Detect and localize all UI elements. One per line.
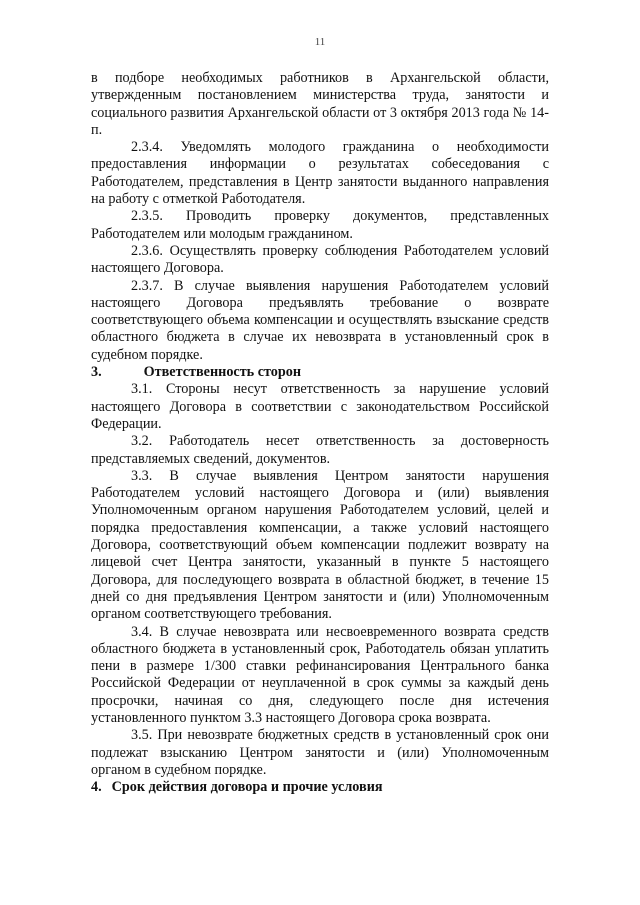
paragraph-continuation: в подборе необходимых работников в Архангельской области, утвержденным постановлением министерства труда, занятости и социального развития Архангельской области от 3 октября 2013 года № 14-п. (91, 70, 549, 138)
paragraph-3-1: 3.1. Стороны несут ответственность за нарушение условий настоящего Договора в соответствии с законодательством Российской Федерации. (91, 381, 549, 432)
paragraph-3-3: 3.3. В случае выявления Центром занятости нарушения Работодателем условий настоящего Договора и (или) выявления Уполномоченным органом нарушения Работодателем условий, целей и порядка предоставления компенсации, а также условий настоящего Договора, соответствующий объем компенсации подлежит возврату на лицевой счет Центра занятости, указанный в пункте 5 настоящего Договора, для последующего возврата в областной бюджет, в течение 15 дней со дня предъявления Центром занятости и (или) Уполномоченным органом соответствующего требования. (91, 467, 549, 623)
paragraph-3-2: 3.2. Работодатель несет ответственность за достоверность представляемых сведений, документов. (91, 433, 549, 467)
paragraph-3-4: 3.4. В случае невозврата или несвоевременного возврата средств областного бюджета в установленный срок, Работодатель обязан уплатить пени в размере 1/300 ставки рефинансирования Центрального банка Российской Федерации от неуплаченной в срок суммы за каждый день просрочки, начиная со дня, следующего после дня истечения установленного пунктом 3.3 настоящего Договора срока возврата. (91, 623, 549, 726)
paragraph-2-3-4: 2.3.4. Уведомлять молодого гражданина о необходимости предоставления информации о результатах собеседования с Работодателем, представления в Центр занятости выданного направления на работу с отметкой Работодателя. (91, 139, 549, 208)
paragraph-2-3-7: 2.3.7. В случае выявления нарушения Работодателем условий настоящего Договора предъявлять требование о возврате соответствующего объема компенсации и осуществлять взыскание средств областного бюджета в случае их невозврата в установленный срок в судебном порядке. (91, 277, 549, 363)
paragraph-3-5: 3.5. При невозврате бюджетных средств в установленный срок они подлежат взысканию Центром занятости и (или) Уполномоченным органом в судебном порядке. (91, 727, 549, 778)
paragraph-2-3-6: 2.3.6. Осуществлять проверку соблюдения Работодателем условий настоящего Договора. (91, 242, 549, 277)
section-3-number: 3. (91, 364, 102, 381)
section-3-heading (91, 364, 549, 381)
section-4-title: Срок действия договора и прочие условия (111, 779, 383, 796)
document-body (91, 70, 549, 796)
section-4-heading (91, 779, 549, 796)
paragraph-2-3-5: 2.3.5. Проводить проверку документов, представленных Работодателем или молодым гражданином. (91, 208, 549, 242)
section-3-title: Ответственность сторон (143, 364, 302, 381)
page-number: 11 (314, 36, 326, 48)
section-4-number: 4. (91, 779, 102, 796)
